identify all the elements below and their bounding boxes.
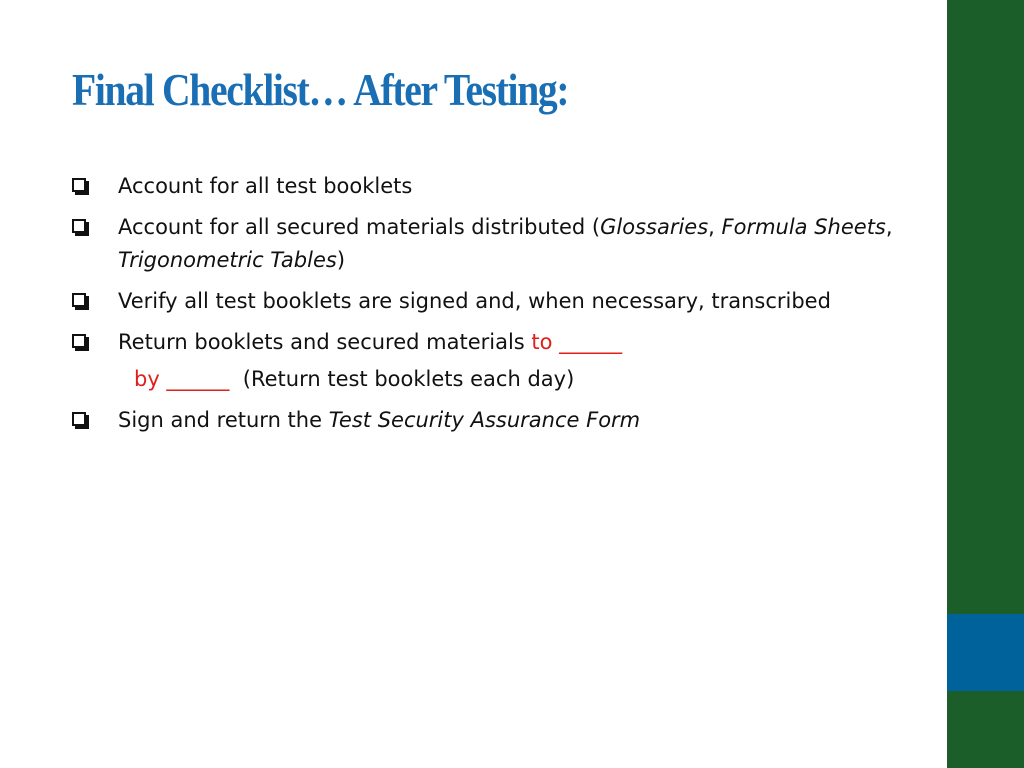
checklist-item xyxy=(72,170,932,203)
item-text-prefix: Return booklets and secured materials xyxy=(118,330,532,354)
item-text-prefix: Account for all secured materials distributed ( xyxy=(118,215,601,239)
item-text: Verify all test booklets are signed and, when necessary, transcribed xyxy=(118,289,831,313)
return-to-blank: to ______ xyxy=(531,330,623,354)
return-by-blank: by ______ xyxy=(134,367,230,391)
checkbox-icon xyxy=(72,178,86,192)
checkbox-icon xyxy=(72,334,86,348)
checklist xyxy=(72,170,932,445)
item-text-glossaries: Glossaries xyxy=(600,215,709,239)
checklist-subline xyxy=(72,363,932,396)
item-text-prefix: Sign and return the xyxy=(118,408,329,432)
item-text xyxy=(118,326,932,359)
return-note: (Return test booklets each day) xyxy=(229,367,575,391)
item-text-formula-sheets: Formula Sheets xyxy=(721,215,886,239)
checklist-item xyxy=(72,326,932,359)
item-text-form-name: Test Security Assurance Form xyxy=(328,408,641,432)
checklist-item xyxy=(72,211,932,277)
item-text xyxy=(118,211,932,277)
item-text-separator: , xyxy=(885,215,893,239)
item-text: Account for all test booklets xyxy=(118,174,413,198)
checkbox-icon xyxy=(72,219,86,233)
slide-title: Final Checklist… After Testing: xyxy=(72,65,569,115)
item-text-separator: , xyxy=(708,215,722,239)
item-text-trig-tables: Trigonometric Tables xyxy=(118,248,337,272)
checklist-item xyxy=(72,285,932,318)
side-accent-block xyxy=(947,614,1024,691)
item-text xyxy=(118,404,932,437)
item-text-suffix: ) xyxy=(336,248,346,272)
checklist-item xyxy=(72,404,932,437)
checkbox-icon xyxy=(72,293,86,307)
checkbox-icon xyxy=(72,412,86,426)
